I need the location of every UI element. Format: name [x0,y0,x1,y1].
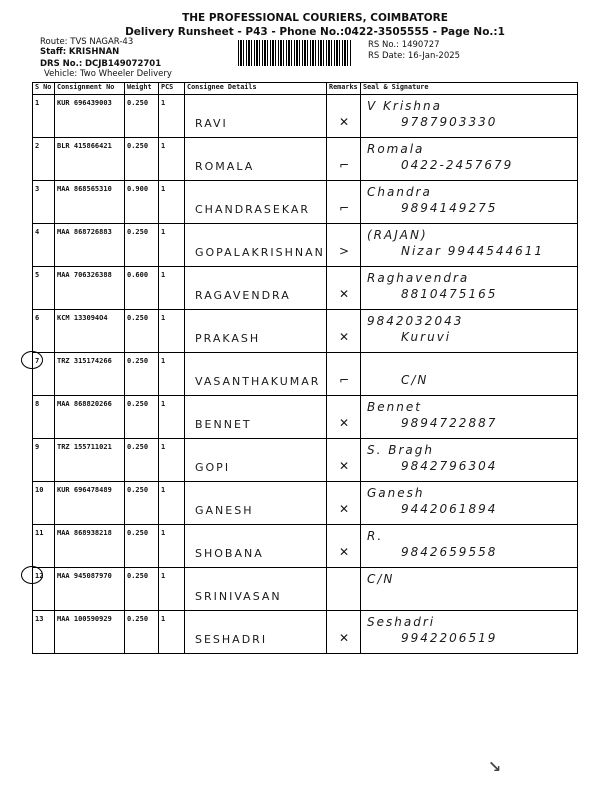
pcs-cell: 1 [159,95,185,138]
consignee-name: RAGAVENDRA [195,289,291,302]
remarks-cell [327,181,361,224]
consignee-name: ROMALA [195,160,255,173]
rs-date-label: RS Date: [368,51,406,61]
sno-text: 3 [35,185,40,193]
pcs-cell: 1 [159,482,185,525]
check-mark: ↘ [488,752,502,777]
signature-phone: 9842796304 [401,459,498,473]
consignment-cell: KCM 133094O4 [55,310,125,353]
barcode [238,40,352,66]
signature-cell [361,224,578,267]
signature-phone: 9787903330 [401,115,498,129]
consignee-cell [185,439,327,482]
sno-cell [33,525,55,568]
signature-phone: 8810475165 [401,287,498,301]
rs-date-value: 16-Jan-2025 [407,51,461,61]
signature-phone: 9894149275 [401,201,498,215]
sno-cell [33,224,55,267]
sno-cell [33,568,55,611]
signature-phone: C/N [401,373,429,387]
remark-mark: ✕ [339,287,352,301]
signature-phone: 9894722887 [401,416,498,430]
col-consignment: Consignment No [55,83,125,95]
consignment-cell: KUR 696439003 [55,95,125,138]
pcs-cell: 1 [159,611,185,654]
staff-value: KRISHNAN [68,47,120,57]
remark-mark: ⌐ [339,201,352,215]
signature-text: Bennet [367,400,422,414]
route-line [40,37,133,47]
runsheet-table [32,82,578,654]
weight-cell: 0.250 [125,611,159,654]
signature-cell [361,568,578,611]
pcs-cell: 1 [159,138,185,181]
signature-phone: Kuruvi [401,330,452,344]
table-row [33,568,578,611]
remark-mark: ✕ [339,631,352,645]
consignee-cell [185,310,327,353]
sno-text: 1 [35,99,40,107]
remark-mark: ⌐ [339,158,352,172]
sno-text: 6 [35,314,40,322]
weight-cell: 0.250 [125,482,159,525]
sno-cell [33,611,55,654]
table-row [33,267,578,310]
consignee-name: SHOBANA [195,547,264,560]
consignment-cell: MAA 100590929 [55,611,125,654]
sno-cell [33,439,55,482]
signature-text: (RAJAN) [367,228,428,242]
weight-cell: 0.250 [125,568,159,611]
signature-text: Romala [367,142,425,156]
pcs-cell: 1 [159,267,185,310]
consignee-cell [185,181,327,224]
table-header-row [33,83,578,95]
rs-no-line [368,40,440,50]
consignment-cell: MAA 868938218 [55,525,125,568]
sno-cell [33,267,55,310]
col-signature: Seal & Signature [361,83,578,95]
pcs-cell: 1 [159,224,185,267]
sno-text: 5 [35,271,40,279]
consignee-name: CHANDRASEKAR [195,203,311,216]
consignee-cell [185,224,327,267]
signature-cell [361,267,578,310]
table-row [33,482,578,525]
col-weight: Weight [125,83,159,95]
sno-cell [33,353,55,396]
weight-cell: 0.900 [125,181,159,224]
sno-cell [33,396,55,439]
signature-cell [361,439,578,482]
signature-text: S. Bragh [367,443,434,457]
company-title: THE PROFESSIONAL COURIERS, COIMBATORE [182,12,448,24]
consignment-cell: TRZ 155711021 [55,439,125,482]
sno-text: 2 [35,142,40,150]
consignee-name: BENNET [195,418,252,431]
signature-cell [361,310,578,353]
consignee-name: PRAKASH [195,332,261,345]
consignee-cell [185,396,327,439]
table-row [33,310,578,353]
consignee-name: GANESH [195,504,254,517]
pcs-cell: 1 [159,568,185,611]
remark-mark: ✕ [339,545,352,559]
remarks-cell [327,353,361,396]
remark-mark: ✕ [339,416,352,430]
table-row [33,353,578,396]
consignment-cell: MAA 945087970 [55,568,125,611]
signature-cell [361,611,578,654]
rs-no-label: RS No.: [368,40,399,50]
consignee-cell [185,568,327,611]
weight-cell: 0.250 [125,95,159,138]
signature-text: Raghavendra [367,271,470,285]
consignee-name: GOPI [195,461,231,474]
col-pcs: PCS [159,83,185,95]
signature-cell [361,482,578,525]
consignment-cell: BLR 415866421 [55,138,125,181]
consignee-name: VASANTHAKUMAR [195,375,321,388]
sno-text: 4 [35,228,40,236]
pcs-cell: 1 [159,525,185,568]
weight-cell: 0.250 [125,138,159,181]
rs-no-value: 1490727 [401,40,440,50]
signature-text: V Krishna [367,99,442,113]
drs-line [40,59,161,69]
signature-phone: Nizar 9944544611 [401,244,545,258]
remarks-cell [327,95,361,138]
remarks-cell [327,439,361,482]
col-consignee: Consignee Details [185,83,327,95]
table-row [33,181,578,224]
consignee-cell [185,525,327,568]
table-body [33,95,578,654]
remarks-cell [327,568,361,611]
sno-cell [33,138,55,181]
consignee-cell [185,95,327,138]
weight-cell: 0.250 [125,525,159,568]
consignee-name: SRINIVASAN [195,590,282,603]
signature-cell [361,138,578,181]
consignee-cell [185,353,327,396]
signature-text: R. [367,529,384,543]
drs-value: DCJB149072701 [84,59,162,69]
pcs-cell: 1 [159,396,185,439]
sno-text: 10 [35,486,44,494]
remarks-cell [327,611,361,654]
remarks-cell [327,396,361,439]
col-sno: S No [33,83,55,95]
table-row [33,138,578,181]
table-row [33,396,578,439]
sno-text: 7 [35,357,40,365]
weight-cell: 0.250 [125,439,159,482]
consignee-name: GOPALAKRISHNAN [195,246,325,259]
remarks-cell [327,482,361,525]
consignment-cell: TRZ 315174266 [55,353,125,396]
route-value: TVS NAGAR-43 [70,37,134,47]
staff-label: Staff: [40,47,67,57]
signature-phone: 9442061894 [401,502,498,516]
circle-mark [21,566,43,584]
signature-cell [361,525,578,568]
table-row [33,525,578,568]
weight-cell: 0.250 [125,224,159,267]
remarks-cell [327,525,361,568]
sno-cell [33,482,55,525]
signature-cell [361,353,578,396]
consignment-cell: MAA 868820266 [55,396,125,439]
table-row [33,95,578,138]
consignee-cell [185,482,327,525]
signature-text: Ganesh [367,486,425,500]
pcs-cell: 1 [159,310,185,353]
pcs-cell: 1 [159,181,185,224]
remark-mark: ✕ [339,115,352,129]
remarks-cell [327,138,361,181]
weight-cell: 0.600 [125,267,159,310]
signature-cell [361,396,578,439]
remarks-cell [327,224,361,267]
remark-mark: ✕ [339,330,352,344]
drs-label: DRS No.: [40,59,83,69]
consignee-cell [185,267,327,310]
signature-cell [361,95,578,138]
remarks-cell [327,267,361,310]
signature-text: 9842032043 [367,314,464,328]
consignment-cell: MAA 868565310 [55,181,125,224]
sno-text: 9 [35,443,40,451]
signature-text: C/N [367,572,395,586]
sno-text: 11 [35,529,44,537]
sno-text: 8 [35,400,40,408]
consignment-cell: MAA 868726883 [55,224,125,267]
signature-text: Chandra [367,185,432,199]
table-row [33,611,578,654]
consignment-cell: MAA 706326388 [55,267,125,310]
consignee-name: RAVI [195,117,228,130]
weight-cell: 0.250 [125,396,159,439]
consignee-cell [185,611,327,654]
consignee-cell [185,138,327,181]
sno-cell [33,310,55,353]
signature-phone: 9842659558 [401,545,498,559]
signature-phone: 0422-2457679 [401,158,514,172]
sno-text: 13 [35,615,44,623]
table-row [33,224,578,267]
weight-cell: 0.250 [125,310,159,353]
table-row [33,439,578,482]
route-label: Route: [40,37,68,47]
col-remarks: Remarks [327,83,361,95]
remark-mark: ⌐ [339,373,352,387]
weight-cell: 0.250 [125,353,159,396]
rs-date-line [368,51,460,61]
signature-text: Seshadri [367,615,436,629]
consignee-name: SESHADRI [195,633,268,646]
remark-mark: ✕ [339,459,352,473]
runsheet-title: Delivery Runsheet - P43 - Phone No.:0422-3505555 - Page No.:1 [125,26,505,38]
remark-mark: > [339,244,352,258]
consignment-cell: KUR 696478489 [55,482,125,525]
sno-cell [33,181,55,224]
sno-cell [33,95,55,138]
circle-mark [21,351,43,369]
staff-line [40,47,119,57]
pcs-cell: 1 [159,353,185,396]
vehicle-line: Vehicle: Two Wheeler Delivery [44,69,172,79]
signature-phone: 9942206519 [401,631,498,645]
remarks-cell [327,310,361,353]
remark-mark: ✕ [339,502,352,516]
pcs-cell: 1 [159,439,185,482]
sno-text: 12 [35,572,44,580]
signature-cell [361,181,578,224]
